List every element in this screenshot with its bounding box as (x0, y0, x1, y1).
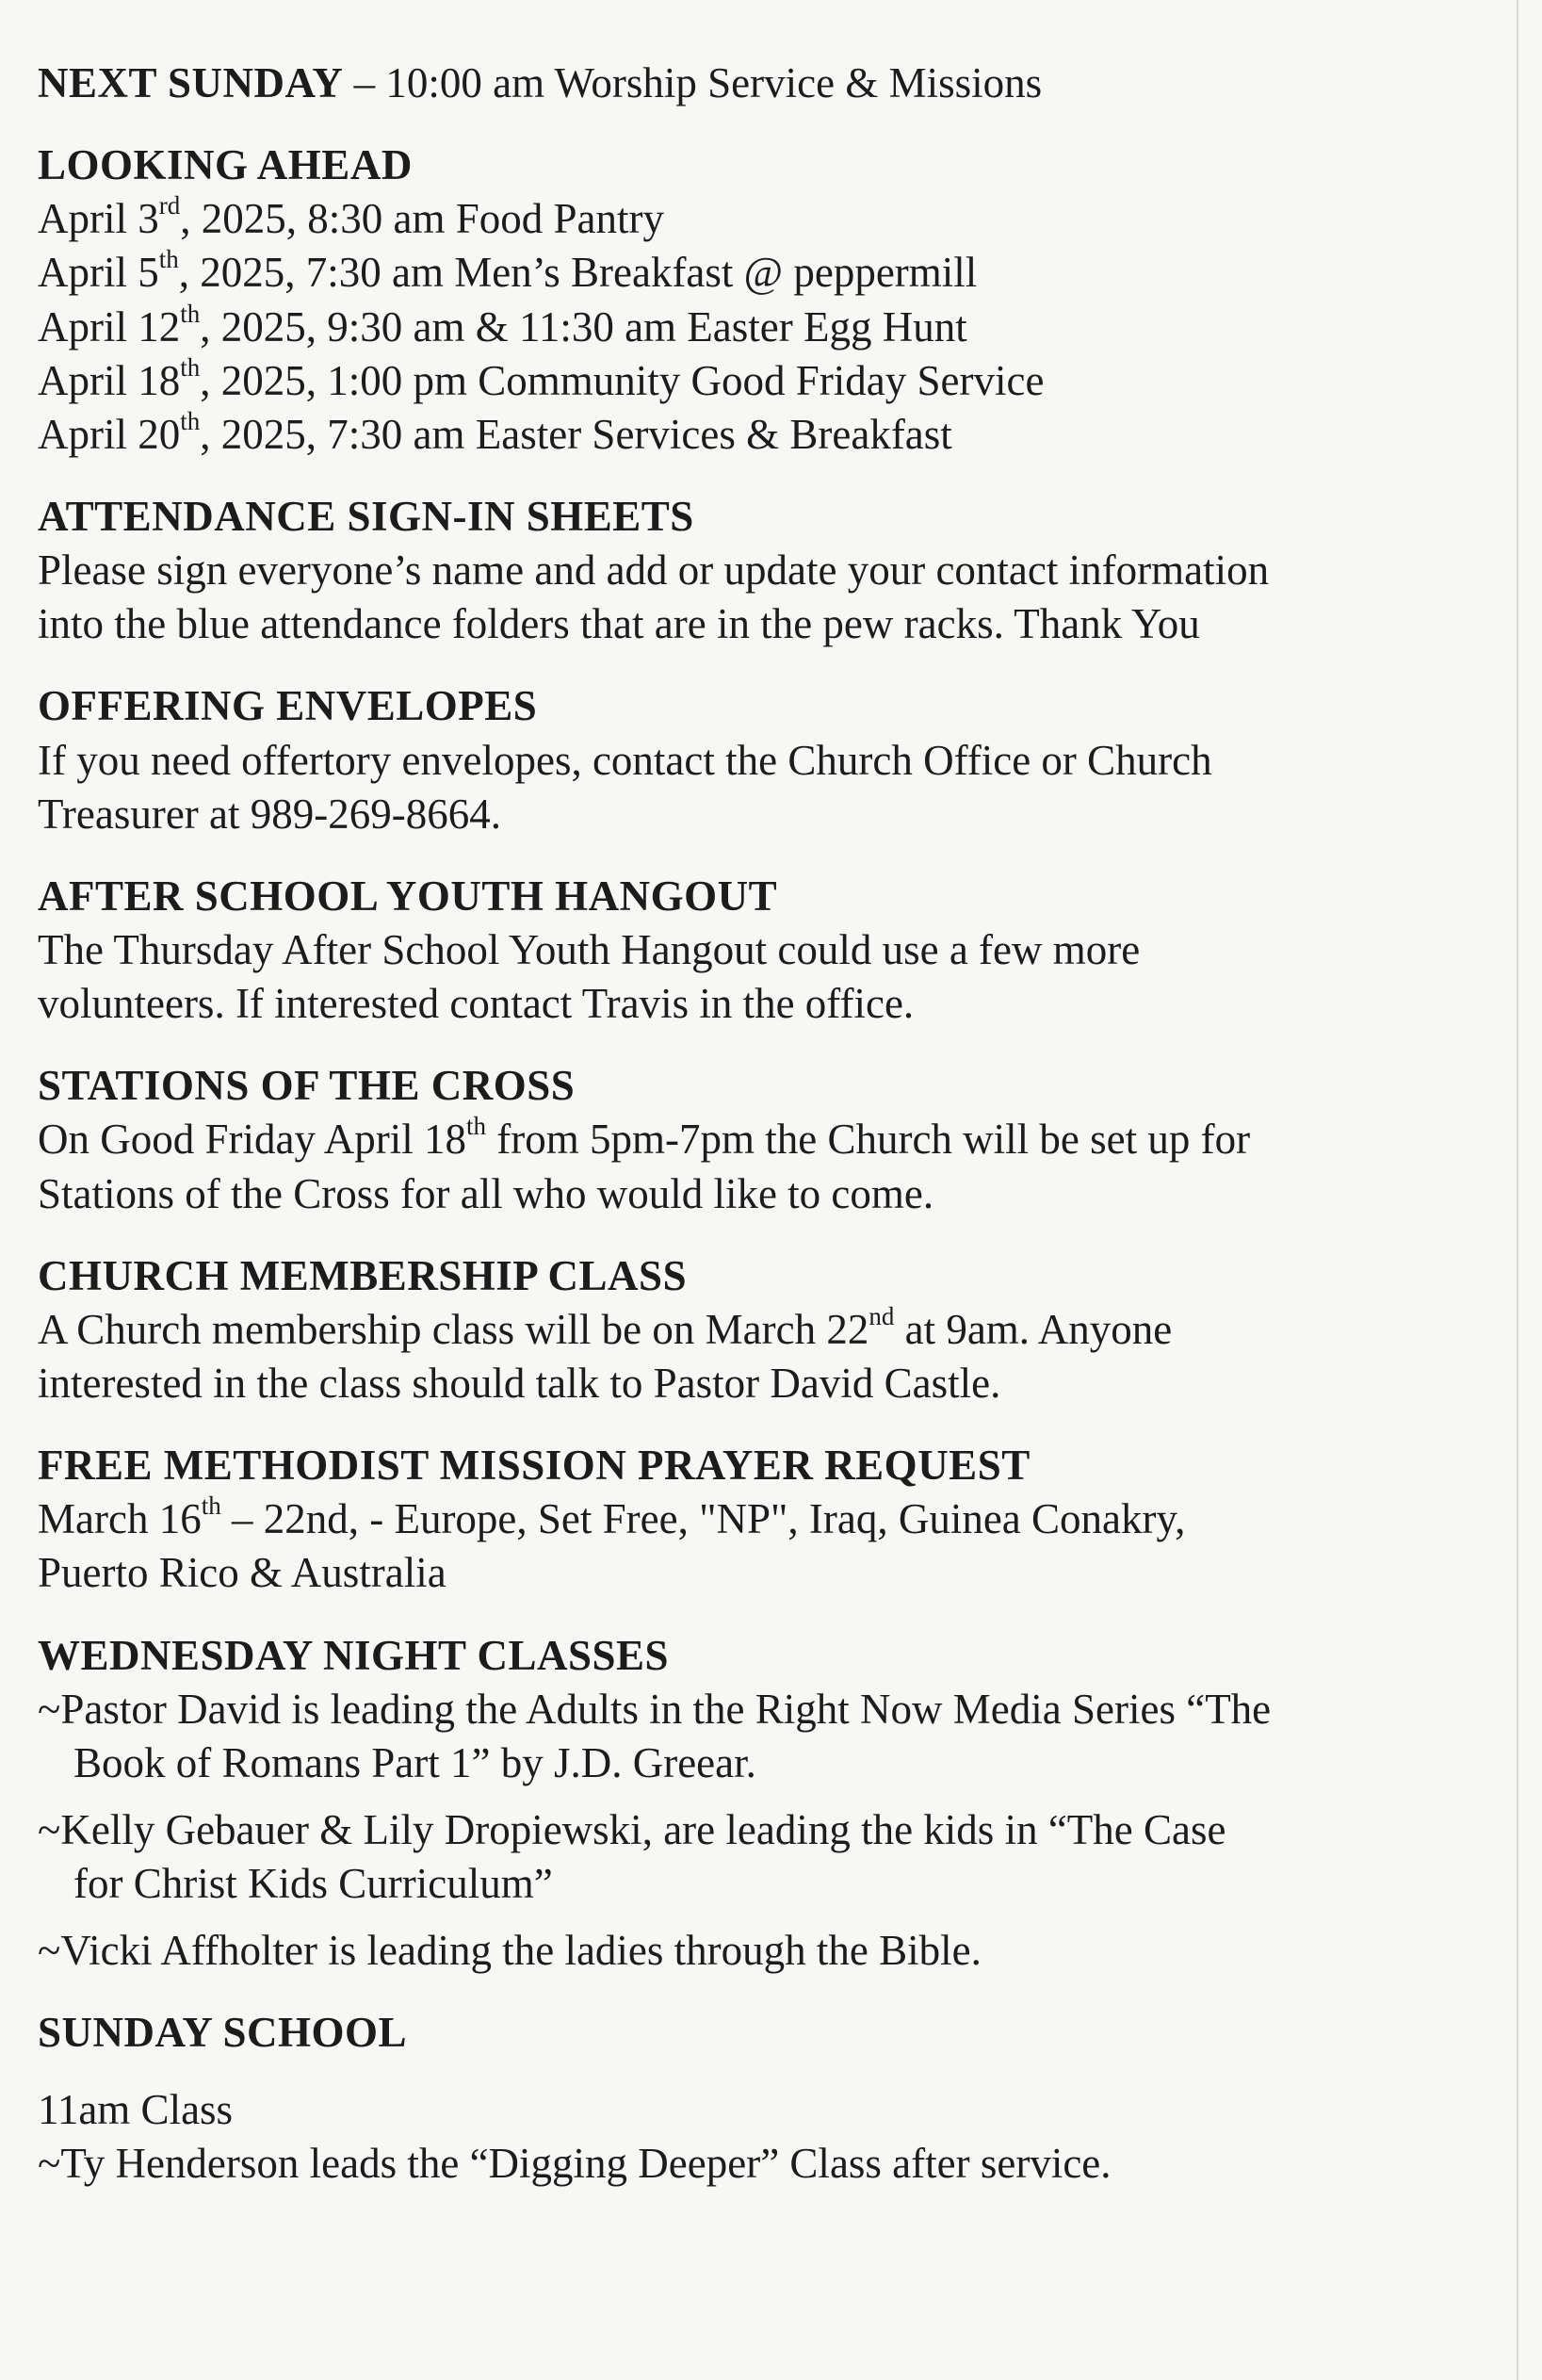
youth-line: The Thursday After School Youth Hangout could use a few more (38, 925, 1141, 973)
page-edge-line (1517, 0, 1518, 2380)
wednesday-section (38, 1629, 1413, 1979)
prayer-line: Puerto Rico & Australia (38, 1549, 446, 1597)
event-detail: , 2025, 7:30 am Easter Services & Breakfast (200, 410, 952, 458)
prayer-text: – 22nd, - Europe, Set Free, "NP", Iraq, Guinea Conakry, (220, 1495, 1186, 1543)
ordinal-suffix: th (201, 1491, 221, 1520)
membership-text: A Church membership class will be on March 22 (38, 1305, 869, 1353)
offering-line: Treasurer at 989-269-8664. (38, 790, 501, 838)
class-text: for Christ Kids Curriculum” (73, 1860, 553, 1908)
event-item (38, 246, 1413, 300)
prayer-text: March 16 (38, 1495, 202, 1543)
ordinal-suffix: th (180, 406, 201, 435)
class-text: ~Kelly Gebauer & Lily Dropiewski, are leading the kids in “The Case (38, 1805, 1226, 1853)
looking-ahead-heading: LOOKING AHEAD (38, 141, 413, 189)
attendance-line: into the blue attendance folders that are in the pew racks. Thank You (38, 600, 1200, 648)
offering-line: If you need offertory envelopes, contact the Church Office or Church (38, 736, 1212, 784)
class-item (38, 1683, 1413, 1790)
next-sunday-heading: NEXT SUNDAY (38, 59, 344, 106)
next-sunday-section (38, 57, 1413, 110)
membership-text: at 9am. Anyone (894, 1305, 1173, 1353)
youth-heading: AFTER SCHOOL YOUTH HANGOUT (38, 872, 778, 920)
event-detail: , 2025, 8:30 am Food Pantry (180, 195, 664, 243)
ordinal-suffix: rd (158, 191, 181, 220)
event-item (38, 192, 1413, 246)
attendance-section (38, 490, 1413, 651)
stations-line: Stations of the Cross for all who would like to come. (38, 1169, 934, 1217)
stations-line (38, 1113, 1413, 1166)
class-text: ~Vicki Affholter is leading the ladies through the Bible. (38, 1927, 982, 1975)
offering-heading: OFFERING ENVELOPES (38, 682, 538, 730)
prayer-line (38, 1492, 1413, 1546)
wednesday-heading: WEDNESDAY NIGHT CLASSES (38, 1631, 670, 1679)
event-date: April 20 (38, 410, 181, 458)
stations-text: On Good Friday April 18 (38, 1116, 466, 1164)
event-date: April 18 (38, 356, 181, 404)
sunday-school-line: 11am Class (38, 2085, 234, 2133)
event-detail: , 2025, 7:30 am Men’s Breakfast @ peppermill (178, 249, 978, 297)
ordinal-suffix: nd (868, 1301, 895, 1330)
prayer-heading: FREE METHODIST MISSION PRAYER REQUEST (38, 1442, 1031, 1490)
sunday-school-line: ~Ty Henderson leads the “Digging Deeper” Class after service. (38, 2139, 1112, 2187)
event-detail: , 2025, 9:30 am & 11:30 am Easter Egg Hunt (200, 302, 967, 350)
event-date: April 3 (38, 195, 159, 243)
event-item (38, 354, 1413, 408)
class-text: ~Pastor David is leading the Adults in the Right Now Media Series “The (38, 1685, 1272, 1733)
membership-line (38, 1303, 1413, 1357)
youth-line: volunteers. If interested contact Travis in the office. (38, 980, 915, 1028)
next-sunday-text: – 10:00 am Worship Service & Missions (343, 59, 1043, 106)
stations-text: from 5pm-7pm the Church will be set up for (486, 1116, 1251, 1164)
membership-heading: CHURCH MEMBERSHIP CLASS (38, 1251, 688, 1299)
event-item (38, 408, 1413, 462)
event-item (38, 301, 1413, 354)
youth-section (38, 870, 1413, 1031)
event-date: April 5 (38, 249, 159, 297)
class-item (38, 1803, 1413, 1911)
class-item (38, 1924, 1413, 1978)
event-detail: , 2025, 1:00 pm Community Good Friday Service (200, 356, 1045, 404)
prayer-section (38, 1439, 1413, 1600)
announcements (38, 57, 1413, 2219)
ordinal-suffix: th (180, 299, 201, 328)
looking-ahead-section (38, 139, 1413, 462)
sunday-school-section (38, 2006, 1413, 2190)
attendance-heading: ATTENDANCE SIGN-IN SHEETS (38, 492, 694, 540)
stations-heading: STATIONS OF THE CROSS (38, 1062, 576, 1110)
membership-section (38, 1249, 1413, 1410)
event-date: April 12 (38, 302, 181, 350)
stations-section (38, 1059, 1413, 1220)
offering-section (38, 679, 1413, 840)
class-text: Book of Romans Part 1” by J.D. Greear. (73, 1738, 756, 1786)
membership-line: interested in the class should talk to Pastor David Castle. (38, 1359, 1001, 1407)
ordinal-suffix: th (180, 352, 201, 382)
ordinal-suffix: th (466, 1112, 487, 1141)
sunday-school-heading: SUNDAY SCHOOL (38, 2009, 408, 2057)
attendance-line: Please sign everyone’s name and add or update your contact information (38, 546, 1270, 595)
ordinal-suffix: th (158, 245, 179, 274)
